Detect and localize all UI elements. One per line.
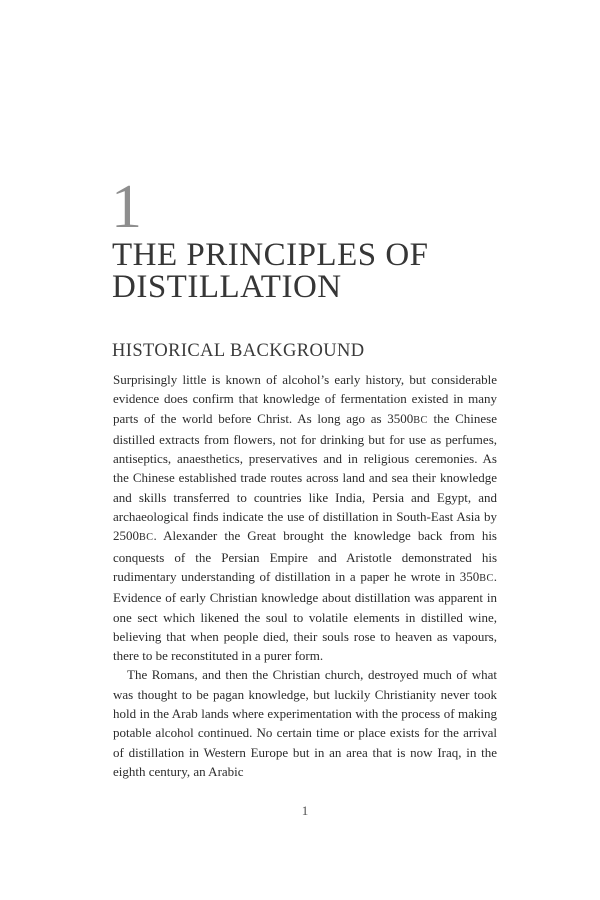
chapter-number: 1 [111, 173, 142, 241]
chapter-title: THE PRINCIPLES OF DISTILLATION [112, 237, 429, 305]
paragraph: Surprisingly little is known of alcohol’s early history, but considerable evidence does confirm that knowledge of fermentation existed in many parts of the world before Christ. As long ago as 3500BC the Chinese distilled extracts from flowers, not for drinking but for use as perfumes, antiseptics, anaesthetics, preservatives and in religious ceremonies. As the Chinese established trade routes across land and sea their knowledge and skills transferred to countries like India, Persia and Egypt, and archaeological finds indicate the use of distillation in South-East Asia by 2500BC. Alexander the Great brought the knowledge back from his conquests of the Persian Empire and Aristotle demonstrated his rudimentary understanding of distillation in a paper he wrote in 350BC. Evidence of early Christian knowledge about distillation was apparent in one sect which likened the soul to volatile elements in distilled wine, believing that when people died, their souls rose to heaven as vapours, there to be reconstituted in a purer form. [113, 372, 498, 664]
page-number: 1 [301, 803, 309, 818]
paragraph: The Romans, and then the Christian church, destroyed much of what was thought to be pagan knowledge, but luckily Christianity never took hold in the Arab lands where experimentation with the process of making potable alcohol continued. No certain time or place exists for the arrival of distillation in Western Europe but in an area that is now Iraq, in the eighth century, an Arabic [113, 667, 497, 779]
section-heading: HISTORICAL BACKGROUND [112, 341, 365, 361]
body-text [113, 370, 497, 781]
